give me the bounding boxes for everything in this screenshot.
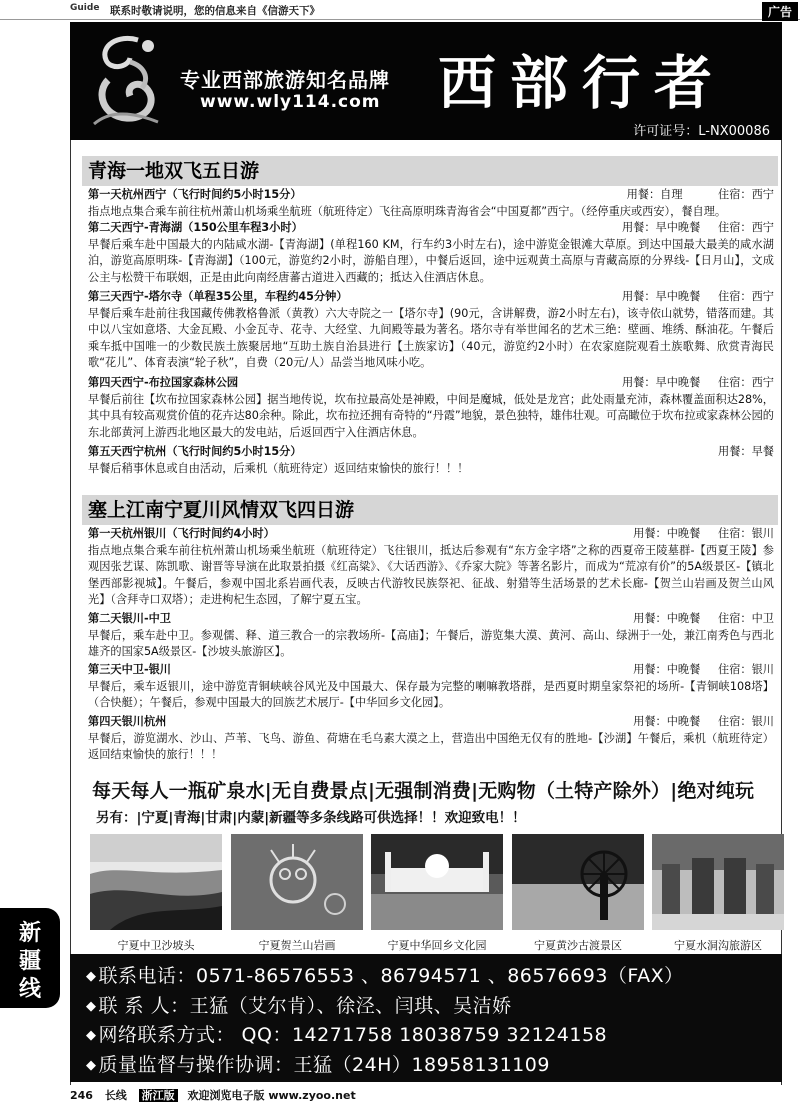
day-block [88,611,774,661]
side-tab-char: 疆 [18,949,41,974]
day-title: 第一天杭州西宁（飞行时间约5小时15分） [88,188,302,201]
side-tab-char: 线 [18,977,41,1002]
photo-caption: 宁夏贺兰山岩画 [258,939,336,952]
header-banner [70,22,782,140]
mosque-photo-icon [371,834,503,930]
footer-province-badge: 浙江版 [139,1089,178,1102]
day-meta: 用餐：中晚餐 住宿：中卫 [633,612,774,625]
day-body: 早餐后前往【坎布拉国家森林公园】据当地传说，坎布拉最高处是神殿，中间是魔城，低处是龙宫；此处雨量充沛，森林覆盖面积达28%，其中具有较高观赏价值的花卉达80余种。除此，坎布拉还拥有奇特的“丹霞”地貌，景色独特，雄伟壮观。可高瞰位于坎布拉或家森林公园的东北部黄河上游西北地区最大的发电站，后返回西宁入住酒店休息。 [88,392,774,439]
day-block [88,220,774,286]
petroglyph-photo-icon [231,834,363,930]
day-block [88,662,774,712]
photo-caption: 宁夏中华回乡文化园 [387,939,487,952]
day-block [88,526,774,609]
ad-tag: 广告 [762,2,798,21]
day-title: 第四天西宁-布拉国家森林公园 [88,376,239,389]
day-body: 指点地点集合乘车前往杭州萧山机场乘坐航班（航班待定）飞往高原明珠青海省会“中国夏都”西宁。（经停重庆或西安），餐自理。 [88,204,727,218]
day-body: 早餐后乘车赴中国最大的内陆咸水湖-【青海湖】(单程160 KM，行车约3小时左右)，途中游览金银滩大草原。到达中国最大最美的咸水湖泊，游览高原明珠-【青海湖】（100元，游览约2小时，游船自理），中餐后返回，途中远观黄土高原与青藏高原的分界线-【日月山】，文成公主与松赞干布联姻，正是由此向南经唐蕃古道进入西藏的；抵达入住酒店休息。 [88,237,774,284]
day-block [88,187,774,220]
diamond-bullet-icon: ◆ [86,1057,97,1073]
day-body: 早餐后，乘车赴中卫。参观儒、释、道三教合一的宗教场所-【高庙】；午餐后，游览集大漠、黄河、高山、绿洲于一处，兼江南秀色与西北雄齐的国家5A级景区-【沙坡头旅游区】。 [88,628,774,659]
footer [70,1086,782,1105]
day-meta: 用餐：早中晚餐 住宿：西宁 [621,290,774,303]
day-meta: 用餐：中晚餐 住宿：银川 [633,715,774,728]
route-title-qinghai: 青海一地双飞五日游 [82,156,778,186]
phone-text: 联系电话：0571-86576553 、86794571 、86576693（FAX） [98,965,684,987]
day-title: 第三天西宁-塔尔寺（单程35公里，车程约45分钟） [88,290,348,303]
contact-phone [86,962,782,992]
publisher-logo: Guide [70,3,100,13]
day-meta: 用餐：早中晚餐 住宿：西宁 [621,376,774,389]
diamond-bullet-icon: ◆ [86,1028,97,1043]
brand-slogan: 专业西部旅游知名品牌 [180,68,390,92]
diamond-bullet-icon: ◆ [86,998,97,1014]
day-title: 第四天银川杭州 [88,715,167,728]
day-body: 指点地点集合乘车前往杭州萧山机场乘坐航班（航班待定）飞往银川，抵达后参观有“东方金字塔”之称的西夏帝王陵墓群-【西夏王陵】参观因张艺谋、陈凯歌、谢晋等导演在此取景拍摄《红高粱》、《大话西游》、《乔家大院》等著名影片，而成为“荒凉有价”的5A级景区-【镇北堡西部影视城】。午餐后，参观中国北系岩画代表，反映古代游牧民族祭祀、征战、射猎等生活场景的艺术长廊-【贺兰山岩画及贺兰山风光】（含拜寺口双塔）；走进枸杞生态园，了解宁夏五宝。 [88,543,774,607]
contact-online [86,1021,782,1051]
day-title: 第二天西宁-青海湖（150公里车程3小时） [88,221,303,234]
page-number: 246 [70,1089,93,1102]
footer-section: 长线 [104,1089,127,1102]
photo-caption: 宁夏中卫沙坡头 [117,939,195,952]
online-text: 网络联系方式： QQ：14271758 18038759 32124158 [98,1024,608,1046]
day-title: 第三天中卫-银川 [88,663,171,676]
photo-caption: 宁夏水洞沟旅游区 [674,939,762,952]
quality-text: 质量监督与操作协调：王猛（24H）18958131109 [98,1053,550,1076]
footer-link[interactable]: 欢迎浏览电子版 www.zyoo.net [187,1089,356,1102]
contact-person [86,992,782,1022]
promo-subline: 另有：|宁夏|青海|甘肃|内蒙|新疆等多条线路可供选择！！欢迎致电！！ [96,810,526,826]
promo-headline: 每天每人一瓶矿泉水|无自费景点|无强制消费|无购物（土特产除外）|绝对纯玩 [92,780,755,802]
day-block [88,289,774,372]
top-strip [0,0,800,20]
day-title: 第五天西宁杭州（飞行时间约5小时15分） [88,445,302,458]
photo-caption: 宁夏黄沙古渡景区 [534,939,622,952]
waterwheel-photo-icon [512,834,644,930]
brand-url[interactable]: www.wly114.com [200,92,381,112]
person-text: 联 系 人：王猛（艾尔肯）、徐泾、闫琪、吴洁娇 [98,994,512,1017]
day-body: 早餐后，乘车返银川，途中游览青铜峡峡谷风光及中国最大、保存最为完整的喇嘛教塔群，是西夏时期皇家祭祀的场所-【青铜峡108塔】（合快艇）；午餐后，参观中国最大的回族艺术展厅-【中华回乡文化园】。 [88,679,774,710]
day-meta: 用餐：早中晚餐 住宿：西宁 [621,221,774,234]
day-body: 早餐后稍事休息或自由活动，后乘机（航班待定）返回结束愉快的旅行！！！ [88,461,469,475]
day-meta: 用餐：早餐 [718,445,774,458]
desert-photo-icon [90,834,222,930]
license-number: 许可证号：L-NX00086 [633,124,770,139]
contact-quality [86,1051,782,1081]
swirl-logo-icon [88,32,166,128]
day-body: 早餐后，游览湖水、沙山、芦苇、飞鸟、游鱼、荷塘在毛乌素大漠之上，营造出中国绝无仅有的胜地-【沙湖】午餐后，乘机（航班待定）返回结束愉快的旅行！！！ [88,731,774,762]
day-meta: 用餐：自理 住宿：西宁 [626,188,774,201]
day-block [88,375,774,441]
source-notice: 联系时敬请说明，您的信息来自《信游天下》 [110,5,320,17]
contact-block [70,954,782,1082]
diamond-bullet-icon: ◆ [86,969,97,984]
day-title: 第二天银川-中卫 [88,612,171,625]
gate-photo-icon [652,834,784,930]
route-title-ningxia: 塞上江南宁夏川风情双飞四日游 [82,495,778,525]
day-meta: 用餐：中晚餐 住宿：银川 [633,663,774,676]
day-body: 早餐后乘车赴前往我国藏传佛教格鲁派（黄教）六大寺院之一【塔尔寺】(90元，含讲解费，游2小时左右)，该寺依山就势，错落而建。其中以八宝如意塔、大金瓦殿、小金瓦寺、花寺、大经堂、九间殿等最为著名。塔尔寺有举世闻名的艺术三绝：壁画、堆绣、酥油花。午餐后乘车抵中国唯一的少数民族土族聚居地“互助土族自治县进行【土族家访】（40元，游览约2小时）在农家庭院观看土族歌舞、欣赏青海民歌“花儿”、体育表演“轮子秋”，自费（20元/人）品尝当地风味小吃。 [88,306,774,370]
day-title: 第一天杭州银川（飞行时间约4小时） [88,527,275,540]
day-meta: 用餐：中晚餐 住宿：银川 [633,527,774,540]
side-tab-char: 新 [18,921,41,946]
day-block [88,444,774,477]
day-block [88,714,774,764]
side-tab-xinjiang [0,908,60,1008]
brand-name: 西部行者 [438,49,727,117]
